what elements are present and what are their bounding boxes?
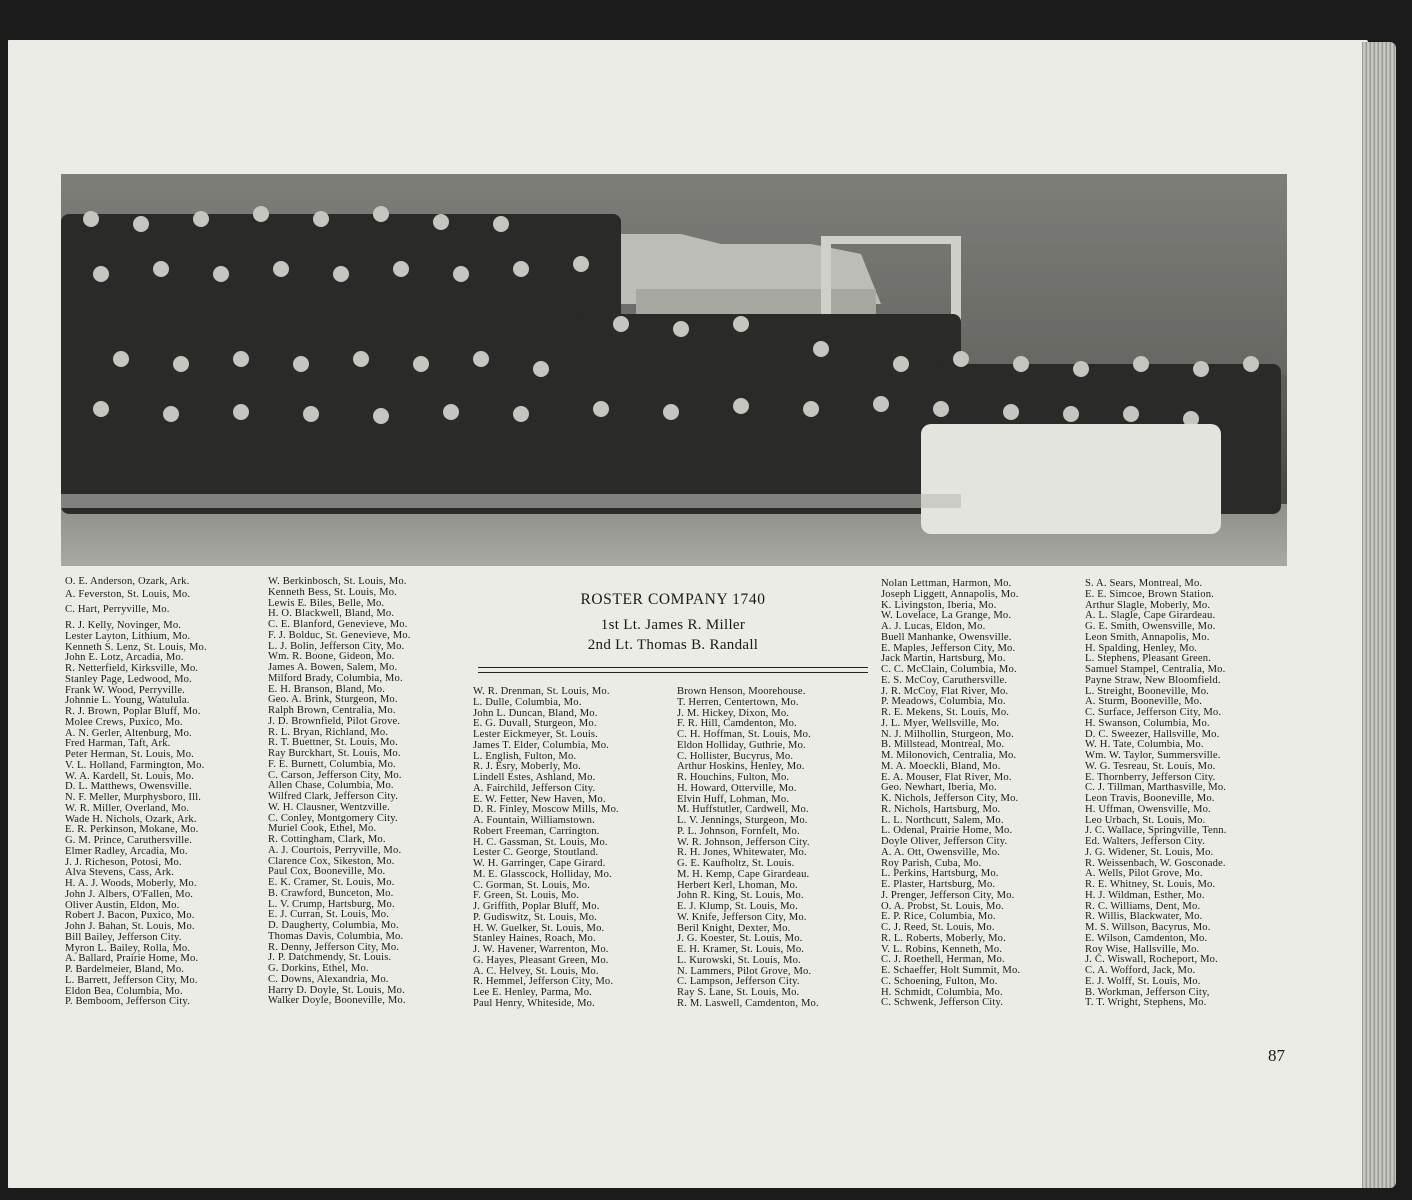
list-item: A. Feverston, St. Louis, Mo. [65, 589, 191, 600]
list-item: R. L. Bryan, Richland, Mo. [268, 726, 389, 738]
list-item: L. J. Bolin, Jefferson City, Mo. [268, 640, 405, 652]
list-item: Leon Travis, Booneville, Mo. [1085, 793, 1215, 804]
list-item: H. W. Guelker, St. Louis, Mo. [473, 922, 605, 934]
list-item: B. Crawford, Bunceton, Mo. [268, 887, 394, 899]
list-item: S. A. Sears, Montreal, Mo. [1085, 578, 1203, 589]
list-item: E. G. Duvall, Sturgeon, Mo. [473, 718, 597, 730]
list-item: Peter Herman, St. Louis, Mo. [65, 749, 194, 760]
list-item: K. Nichols, Jefferson City, Mo. [881, 793, 1019, 804]
list-item: L. Streight, Booneville, Mo. [1085, 685, 1209, 697]
list-item: Wade H. Nichols, Ozark, Ark. [65, 813, 197, 825]
list-item: C. C. McClain, Columbia, Mo. [881, 664, 1017, 675]
officer-1: 1st Lt. James R. Miller [600, 617, 746, 633]
roster-title: ROSTER COMPANY 1740 [580, 591, 766, 608]
list-item: A. Ballard, Prairie Home, Mo. [65, 953, 199, 965]
list-item: O. E. Anderson, Ozark, Ark. [65, 576, 190, 587]
list-item: L. Stephens, Pleasant Green. [1085, 653, 1211, 665]
name-column-2 [268, 577, 411, 1007]
list-item: M. A. Moeckli, Bland, Mo. [881, 760, 1001, 772]
page-edges [1362, 42, 1396, 1188]
list-item: M. H. Kemp, Cape Girardeau. [677, 868, 810, 880]
list-item: J. Prenger, Jefferson City, Mo. [881, 889, 1015, 901]
list-item: L. English, Fulton, Mo. [473, 750, 577, 762]
list-item: E. A. Mouser, Flat River, Mo. [881, 771, 1012, 783]
list-item: John J. Bahan, St. Louis, Mo. [65, 921, 195, 932]
list-item: M. E. Glasscock, Holliday, Mo. [473, 868, 612, 880]
list-item: H. J. Wildman, Esther, Mo. [1085, 889, 1205, 901]
list-item: E. H. Kramer, St. Louis, Mo. [677, 944, 805, 955]
list-item: Oliver Austin, Eldon, Mo. [65, 899, 180, 911]
list-item: R. Nichols, Hartsburg, Mo. [881, 803, 1001, 815]
list-item: Ray Burckhart, St. Louis, Mo. [268, 748, 401, 759]
list-item: D. R. Finley, Moscow Mills, Mo. [473, 804, 619, 816]
list-item: Geo. Newhart, Iberia, Mo. [881, 782, 997, 794]
list-item: W. Berkinbosch, St. Louis, Mo. [268, 576, 407, 587]
list-item: Kenneth S. Lenz, St. Louis, Mo. [65, 641, 207, 653]
list-item: W. A. Kardell, St. Louis, Mo. [65, 770, 195, 782]
list-item: Harry D. Doyle, St. Louis, Mo. [268, 984, 405, 996]
list-item: M. Milonovich, Centralia, Mo. [881, 750, 1017, 761]
list-item: R. Weissenbach, W. Gosconade. [1085, 857, 1226, 869]
list-item: J. R. McCoy, Flat River, Mo. [881, 685, 1009, 697]
list-item: J. J. Richeson, Potosi, Mo. [65, 856, 182, 868]
list-item: Stanley Page, Ledwood, Mo. [65, 673, 192, 685]
list-item: A. J. Lucas, Eldon, Mo. [881, 621, 986, 632]
list-item: C. Carson, Jefferson City, Mo. [268, 769, 402, 781]
list-item: G. E. Smith, Owensville, Mo. [1085, 621, 1216, 632]
list-item: H. A. J. Woods, Moberly, Mo. [65, 878, 197, 889]
list-item: C. Conley, Montgomery City. [268, 812, 398, 824]
list-item: L. Odenal, Prairie Home, Mo. [881, 825, 1013, 837]
name-column-4 [677, 687, 819, 1010]
list-item: John E. Lotz, Arcadia, Mo. [65, 652, 184, 664]
name-column-5 [881, 579, 1020, 1009]
list-item: Paul Henry, Whiteside, Mo. [473, 997, 595, 1009]
list-item: T. T. Wright, Stephens, Mo. [1085, 997, 1207, 1009]
list-item: J. C. Wallace, Springville, Tenn. [1085, 825, 1227, 837]
list-item: James A. Bowen, Salem, Mo. [268, 662, 398, 673]
list-item: R. L. Roberts, Moberly, Mo. [881, 932, 1006, 944]
list-item: R. M. Laswell, Camdenton, Mo. [677, 997, 819, 1009]
list-item: Paul Cox, Booneville, Mo. [268, 866, 386, 878]
list-item: C. Schoening, Fulton, Mo. [881, 975, 998, 987]
list-item: Roy Wise, Hallsville, Mo. [1085, 943, 1200, 955]
list-item: J. M. Hickey, Dixon, Mo. [677, 707, 790, 719]
list-item: C. Lampson, Jefferson City. [677, 976, 800, 988]
list-item: W. G. Tesreau, St. Louis, Mo. [1085, 760, 1216, 772]
list-item: Clarence Cox, Sikeston, Mo. [268, 855, 395, 867]
list-item: O. A. Probst, St. Louis, Mo. [881, 900, 1004, 912]
list-item: R. Willis, Blackwater, Mo. [1085, 911, 1203, 923]
list-item: R. E. Whitney, St. Louis, Mo. [1085, 879, 1216, 890]
list-item: E. P. Rice, Columbia, Mo. [881, 911, 996, 923]
list-item: E. E. Simcoe, Brown Station. [1085, 588, 1214, 600]
list-item: L. Perkins, Hartsburg, Mo. [881, 868, 999, 880]
list-item: Lester Layton, Lithium, Mo. [65, 630, 191, 642]
list-item: N. F. Meller, Murphysboro, Ill. [65, 792, 202, 803]
list-item: F. J. Bolduc, St. Genevieve, Mo. [268, 629, 411, 641]
list-item: A. Sturm, Booneville, Mo. [1085, 696, 1203, 708]
list-item: Lee E. Henley, Parma, Mo. [473, 987, 592, 998]
list-item: G. Dorkins, Ethel, Mo. [268, 963, 369, 974]
list-item: Nolan Lettman, Harmon, Mo. [881, 578, 1012, 589]
list-item: A. Fountain, Williamstown. [473, 815, 595, 826]
list-item: K. Livingston, Iberia, Mo. [881, 599, 997, 611]
list-item: C. A. Wofford, Jack, Mo. [1085, 965, 1196, 976]
list-item: Wm. R. Boone, Gideon, Mo. [268, 651, 395, 663]
list-item: C. E. Blanford, Genevieve, Mo. [268, 619, 408, 630]
list-item: E. W. Fetter, New Haven, Mo. [473, 793, 606, 805]
list-item: P. Meadows, Columbia, Mo. [881, 696, 1006, 708]
list-item: F. Green, St. Louis, Mo. [473, 890, 580, 902]
list-item: Alva Stevens, Cass, Ark. [65, 867, 174, 879]
list-item: L. V. Crump, Hartsburg, Mo. [268, 898, 395, 910]
list-item: C. J. Roethell, Herman, Mo. [881, 954, 1005, 966]
list-item: H. Spalding, Henley, Mo. [1085, 642, 1198, 654]
list-item: R. C. Williams, Dent, Mo. [1085, 900, 1201, 912]
list-item: Leo Urbach, St. Louis, Mo. [1085, 814, 1206, 826]
list-item: John R. King, St. Louis, Mo. [677, 890, 804, 902]
list-item: J. Griffith, Poplar Bluff, Mo. [473, 901, 600, 912]
list-item: E. Maples, Jefferson City, Mo. [881, 642, 1016, 654]
list-item: E. J. Curran, St. Louis, Mo. [268, 909, 390, 921]
list-item: Doyle Oliver, Jefferson City. [881, 836, 1008, 847]
page-number: 87 [1268, 1046, 1285, 1065]
list-item: Myron L. Bailey, Rolla, Mo. [65, 942, 191, 954]
list-item: Fred Harman, Taft, Ark. [65, 738, 171, 750]
name-column-1 [65, 576, 207, 1008]
list-item: P. Bardelmeier, Bland, Mo. [65, 964, 185, 975]
name-column-3 [473, 687, 619, 1010]
list-item: G. E. Kaufholtz, St. Louis. [677, 858, 795, 869]
list-item: J. P. Datchmendy, St. Louis. [268, 952, 392, 964]
list-item: C. Hollister, Bucyrus, Mo. [677, 750, 794, 762]
list-item: Robert Freeman, Carrington. [473, 825, 600, 837]
list-item: Walker Doyle, Booneville, Mo. [268, 995, 406, 1007]
list-item: W. H. Tate, Columbia, Mo. [1085, 739, 1204, 751]
list-item: L. L. Northcutt, Salem, Mo. [881, 814, 1004, 826]
list-item: Lindell Estes, Ashland, Mo. [473, 772, 596, 783]
list-item: P. Gudiswitz, St. Louis, Mo. [473, 911, 597, 923]
list-item: A. Wells, Pilot Grove, Mo. [1085, 868, 1203, 880]
list-item: M. Huffstutler, Cardwell, Mo. [677, 804, 809, 816]
list-item: Muriel Cook, Ethel, Mo. [268, 823, 377, 835]
list-item: E. H. Branson, Bland, Mo. [268, 683, 386, 695]
list-item: Herbert Kerl, Lhoman, Mo. [677, 879, 798, 891]
list-item: Jack Martin, Hartsburg, Mo. [881, 653, 1006, 665]
list-item: R. Denny, Jefferson City, Mo. [268, 941, 400, 953]
list-item: R. Houchins, Fulton, Mo. [677, 772, 790, 783]
list-item: J. L. Myer, Wellsville, Mo. [881, 717, 1000, 729]
list-item: Samuel Stampel, Centralia, Mo. [1085, 664, 1226, 675]
list-item: L. Barrett, Jefferson City, Mo. [65, 974, 198, 986]
list-item: Roy Parish, Cuba, Mo. [881, 857, 982, 869]
list-item: F. R. Hill, Camdenton, Mo. [677, 718, 797, 730]
list-item: Lester Eickmeyer, St. Louis. [473, 729, 598, 740]
list-item: J. G. Koester, St. Louis, Mo. [677, 933, 803, 945]
list-item: V. L. Robins, Kenneth, Mo. [881, 943, 1003, 955]
list-item: Beril Knight, Dexter, Mo. [677, 922, 791, 934]
list-item: R. Cottingham, Clark, Mo. [268, 834, 386, 845]
list-item: Leon Smith, Annapolis, Mo. [1085, 631, 1210, 643]
list-item: A. A. Ott, Owensville, Mo. [881, 846, 1000, 858]
list-item: Buell Manhanke, Owensville. [881, 631, 1012, 643]
list-item: E. K. Cramer, St. Louis, Mo. [268, 877, 395, 888]
bench [61, 494, 961, 508]
list-item: A. C. Helvey, St. Louis, Mo. [473, 965, 599, 977]
list-item: Payne Straw, New Bloomfield. [1085, 674, 1221, 686]
list-item: D. C. Sweezer, Hallsville, Mo. [1085, 728, 1220, 740]
list-item: Molee Crews, Puxico, Mo. [65, 716, 183, 728]
list-item: Joseph Liggett, Annapolis, Mo. [881, 588, 1019, 600]
list-item: J. C. Wiswall, Rocheport, Mo. [1085, 954, 1218, 966]
list-item: N. Lammers, Pilot Grove, Mo. [677, 965, 812, 977]
list-item: Lester C. George, Stoutland. [473, 847, 599, 859]
company-group-photo [61, 174, 1287, 566]
list-item: W. R. Drenman, St. Louis, Mo. [473, 686, 610, 697]
list-item: Bill Bailey, Jefferson City. [65, 931, 182, 943]
list-item: R. Hemmel, Jefferson City, Mo. [473, 976, 614, 988]
white-uniforms [921, 424, 1221, 534]
list-item: Ed. Walters, Jefferson City. [1085, 836, 1205, 847]
list-item: R. J. Esry, Moberly, Mo. [473, 761, 581, 773]
list-item: J. W. Havener, Warrenton, Mo. [473, 944, 609, 955]
list-item: Lewis E. Biles, Belle, Mo. [268, 597, 385, 609]
list-item: Kenneth Bess, St. Louis, Mo. [268, 586, 397, 598]
list-item: J. G. Widener, St. Louis, Mo. [1085, 846, 1214, 858]
title-rule [478, 667, 868, 673]
list-item: E. J. Wolff, St. Louis, Mo. [1085, 975, 1201, 987]
list-item: E. Wilson, Camdenton, Mo. [1085, 932, 1208, 944]
list-item: Frank W. Wood, Perryville. [65, 684, 185, 696]
list-item: Thomas Davis, Columbia, Mo. [268, 930, 404, 942]
list-item: M. S. Willson, Bacyrus, Mo. [1085, 922, 1211, 933]
list-item: Elmer Radley, Arcadia, Mo. [65, 845, 188, 857]
list-item: C. Surface, Jefferson City, Mo. [1085, 707, 1222, 718]
list-item: R. E. Mekens, St. Louis, Mo. [881, 707, 1010, 718]
list-item: R. J. Brown, Poplar Bluff, Mo. [65, 706, 201, 717]
list-item: Elvin Huff, Lohman, Mo. [677, 793, 790, 805]
list-item: E. J. Klump, St. Louis, Mo. [677, 901, 798, 912]
list-item: R. H. Jones, Whitewater, Mo. [677, 847, 807, 859]
list-item: Milford Brady, Columbia, Mo. [268, 672, 403, 684]
list-item: H. Swanson, Columbia, Mo. [1085, 717, 1210, 729]
list-item: W. H. Clausner, Wentzville. [268, 801, 390, 813]
list-item: H. C. Gassman, St. Louis, Mo. [473, 836, 608, 848]
list-item: Allen Chase, Columbia, Mo. [268, 780, 394, 792]
name-column-6 [1085, 579, 1227, 1009]
list-item: R. J. Kelly, Novinger, Mo. [65, 620, 182, 631]
list-item: A. L. Slagle, Cape Girardeau. [1085, 610, 1216, 622]
list-item: B. Workman, Jefferson City, [1085, 986, 1210, 998]
list-item: C. Schwenk, Jefferson City. [881, 997, 1004, 1009]
list-item: Robert J. Bacon, Puxico, Mo. [65, 910, 195, 922]
list-item: Wilfred Clark, Jefferson City. [268, 791, 398, 802]
list-item: D. Daugherty, Columbia, Mo. [268, 920, 399, 931]
list-item: John L. Duncan, Bland, Mo. [473, 707, 598, 719]
list-item: N. J. Milhollin, Sturgeon, Mo. [881, 728, 1014, 740]
list-item: E. Thornberry, Jefferson City. [1085, 771, 1216, 783]
list-item: L. Kurowski, St. Louis, Mo. [677, 954, 801, 966]
list-item: Ralph Brown, Centralia, Mo. [268, 705, 396, 716]
list-item: V. L. Holland, Farmington, Mo. [65, 759, 205, 771]
list-item: A. J. Courtois, Perryville, Mo. [268, 844, 402, 856]
list-item: C. J. Tillman, Marthasville, Mo. [1085, 782, 1227, 794]
list-item: C. Gorman, St. Louis, Mo. [473, 879, 591, 891]
list-item: Johnnie L. Young, Watulula. [65, 695, 190, 707]
list-item: H. Schmidt, Columbia, Mo. [881, 986, 1003, 998]
list-item: D. L. Matthews, Owensville. [65, 781, 192, 793]
list-item: B. Millstead, Montreal, Mo. [881, 739, 1005, 751]
list-item: C. H. Hoffman, St. Louis, Mo. [677, 729, 811, 740]
list-item: H. Uffman, Owensville, Mo. [1085, 803, 1211, 815]
list-item: W. Lovelace, La Grange, Mo. [881, 610, 1012, 622]
list-item: Stanley Haines, Roach, Mo. [473, 933, 596, 945]
list-item: G. M. Prince, Caruthersville. [65, 835, 193, 846]
list-item: P. L. Johnson, Fornfelt, Mo. [677, 825, 800, 837]
list-item: Geo. A. Brink, Sturgeon, Mo. [268, 694, 398, 706]
list-item: E. R. Perkinson, Mokane, Mo. [65, 824, 199, 836]
list-item: Eldon Bea, Columbia, Mo. [65, 985, 183, 997]
list-item: W. H. Garringer, Cape Girard. [473, 858, 606, 869]
name-list [65, 620, 207, 1008]
list-item: E. S. McCoy, Caruthersville. [881, 674, 1008, 686]
list-item: Eldon Holliday, Guthrie, Mo. [677, 739, 806, 751]
list-item: Ray S. Lane, St. Louis, Mo. [677, 987, 800, 998]
list-item: C. Hart, Perryville, Mo. [65, 604, 170, 615]
list-item: E. Schaeffer, Holt Summit, Mo. [881, 965, 1021, 976]
list-item: R. Netterfield, Kirksville, Mo. [65, 663, 199, 674]
list-item: T. Herren, Centertown, Mo. [677, 696, 799, 708]
list-item: L. Dulle, Columbia, Mo. [473, 696, 582, 708]
list-item: Brown Henson, Moorehouse. [677, 686, 806, 697]
list-item: W. R. Johnson, Jefferson City. [677, 836, 810, 848]
list-item: W. R. Miller, Overland, Mo. [65, 802, 190, 814]
list-item: H. O. Blackwell, Bland, Mo. [268, 608, 395, 620]
list-item: L. V. Jennings, Sturgeon, Mo. [677, 815, 808, 826]
list-item: R. T. Buettner, St. Louis, Mo. [268, 737, 398, 749]
list-item: W. Knife, Jefferson City, Mo. [677, 911, 807, 923]
roster-header [478, 590, 868, 655]
officer-2: 2nd Lt. Thomas B. Randall [587, 637, 759, 653]
list-item: J. D. Brownfield, Pilot Grove. [268, 715, 401, 727]
list-item: C. Downs, Alexandria, Mo. [268, 973, 389, 985]
list-item: Arthur Slagle, Moberly, Mo. [1085, 599, 1211, 611]
list-item: Wm. W. Taylor, Summersville. [1085, 750, 1221, 761]
list-item: A. Fairchild, Jefferson City. [473, 782, 596, 794]
list-item: Arthur Hoskins, Henley, Mo. [677, 761, 805, 773]
list-item: A. N. Gerler, Altenburg, Mo. [65, 727, 192, 739]
list-item: C. J. Reed, St. Louis, Mo. [881, 922, 995, 933]
list-item: E. Plaster, Hartsburg, Mo. [881, 879, 996, 890]
list-item: P. Bemboom, Jefferson City. [65, 996, 190, 1008]
list-item: F. E. Burnett, Columbia, Mo. [268, 758, 396, 770]
list-item: H. Howard, Otterville, Mo. [677, 782, 797, 794]
list-item: G. Hayes, Pleasant Green, Mo. [473, 954, 609, 966]
list-item: James T. Elder, Columbia, Mo. [473, 739, 609, 751]
list-item: John J. Albers, O'Fallen, Mo. [65, 888, 194, 900]
